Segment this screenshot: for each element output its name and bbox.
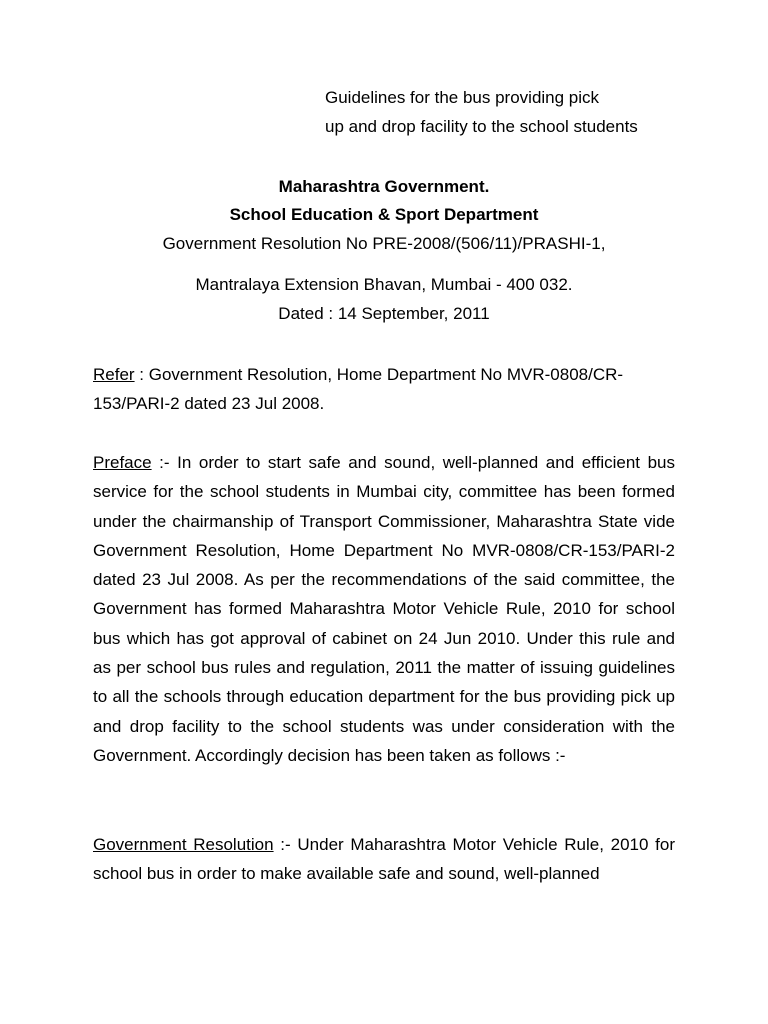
document-date: Dated : 14 September, 2011: [278, 304, 490, 323]
resolution-number: Government Resolution No PRE-2008/(506/11)/PRASHI-1,: [162, 234, 606, 253]
resolution-text: :- Under Maharashtra Motor Vehicle Rule, 2010 for school bus in order to make available safe and sound, well-planned: [93, 835, 675, 884]
government-heading: Maharashtra Government.: [278, 177, 490, 196]
document-title-line-1: Guidelines for the bus providing pick: [325, 88, 600, 107]
office-address: Mantralaya Extension Bhavan, Mumbai - 400 032.: [195, 275, 573, 294]
preface-paragraph: [93, 448, 675, 770]
resolution-paragraph: [93, 830, 675, 889]
department-heading: School Education & Sport Department: [229, 205, 539, 224]
resolution-label: Government Resolution: [93, 835, 274, 854]
refer-paragraph: [93, 360, 675, 419]
refer-text: : Government Resolution, Home Department No MVR-0808/CR-153/PARI-2 dated 23 Jul 2008.: [93, 365, 624, 414]
preface-text: :- In order to start safe and sound, well-planned and efficient bus service for the school students in Mumbai city, committee has been formed under the chairmanship of Transport Commissioner, Maharashtra State vide Government Resolution, Home Department No MVR-0808/CR-153/PARI-2 dated 23 Jul 2008. As per the recommendations of the said committee, the Government has formed Maharashtra Motor Vehicle Rule, 2010 for school bus which has got approval of cabinet on 24 Jun 2010. Under this rule and as per school bus rules and regulation, 2011 the matter of issuing guidelines to all the schools through education department for the bus providing pick up and drop facility to the school students was under consideration with the Government. Accordingly decision has been taken as follows :-: [93, 453, 675, 765]
preface-label: Preface: [93, 453, 152, 472]
document-title-line-2: up and drop facility to the school students: [325, 117, 638, 136]
refer-label: Refer: [93, 365, 135, 384]
